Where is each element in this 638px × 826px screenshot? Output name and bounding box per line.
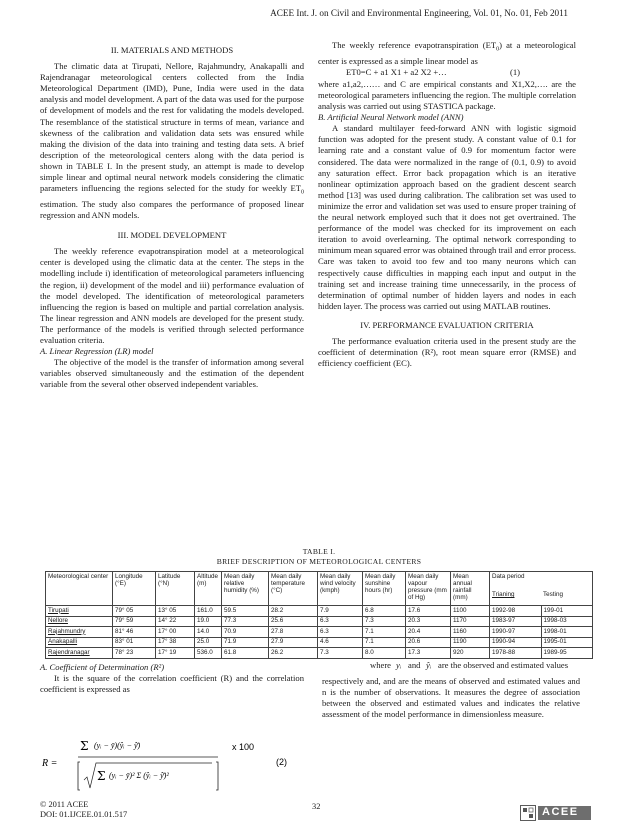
- equation-1: [318, 67, 576, 79]
- table-row: [46, 616, 593, 627]
- table-cell: 25.6: [269, 616, 318, 627]
- table-cell: 1998-03: [541, 616, 593, 627]
- formula-factor: x 100: [232, 742, 255, 752]
- table-cell: 27.9: [269, 637, 318, 648]
- table-cell: 6.3: [318, 627, 363, 638]
- table-cell: 27.8: [269, 627, 318, 638]
- left-column: [40, 40, 304, 390]
- r2-paragraph: It is the square of the correlation coefficient (R) and the correlation coefficient is expressed as: [40, 673, 304, 695]
- col-header: Altitude (m): [195, 572, 222, 606]
- table-cell: 25.0: [195, 637, 222, 648]
- table-label: TABLE I.: [302, 547, 336, 556]
- section-4-paragraph: The performance evaluation criteria used in the present study are the coefficient of determination (R²), root mean square error (RMSE) and efficiency coefficient (EC).: [318, 335, 576, 369]
- table-cell: 20.3: [406, 616, 451, 627]
- table-cell: 14.0: [195, 627, 222, 638]
- table-cell: 70.9: [222, 627, 269, 638]
- doi: DOI: 01.IJCEE.01.01.517: [40, 810, 128, 819]
- center-name-cell: Rajendranagar: [46, 648, 113, 659]
- table-cell: 17° 00: [156, 627, 195, 638]
- table-cell: 79° 59: [113, 616, 156, 627]
- center-name-cell: Tirupati: [46, 606, 113, 617]
- subsection-a-paragraph: The objective of the model is the transfer of information among several variables observed simultaneously and the estimation of the dependent variable from the several other observed independent variables.: [40, 357, 304, 390]
- table-cell: 161.0: [195, 606, 222, 617]
- table-cell: 17° 38: [156, 637, 195, 648]
- table-cell: 26.2: [269, 648, 318, 659]
- table-cell: 1992-98: [490, 606, 542, 617]
- table-cell: 78° 23: [113, 648, 156, 659]
- sigma-icon: Σ: [97, 769, 106, 783]
- table-cell: 1978-88: [490, 648, 542, 659]
- copyright: © 2011 ACEE: [40, 800, 89, 809]
- section-2-paragraph: The climatic data at Tirupati, Nellore, Rajahmundry, Anakapalli and Rajendranagar meteorological centers collected from the India Meteorological Department (IMD), Pune, India were used in the data analysis and model development. A part of the data was used for the purpose of development of models and the rest for validating the models developed. The resemblance of the statistical structure in terms of mean, variance and skewness of the calibration and validation data sets was ensured while making the division of the data into training and testing data sets. A brief description of the meteorological centers along with the data period is shown in TABLE I. In the present study, an attempt is made to develop simple linear and optimal neural network models considering the climatic parameters influencing the regions selected for the study for weekly $ET_0$ estimation. The study also compares the performance of proposed linear regression and ANN models.: [40, 61, 304, 221]
- subsection-a-title: A. Linear Regression (LR) model: [40, 346, 154, 357]
- data-period-title: Data period: [492, 573, 525, 580]
- table-cell: 83° 01: [113, 637, 156, 648]
- section-2-title: II. MATERIALS AND METHODS: [110, 45, 234, 55]
- table-cell: 61.8: [222, 648, 269, 659]
- table-cell: 4.6: [318, 637, 363, 648]
- and-text: and: [408, 660, 421, 670]
- equation-1-number: (1): [510, 66, 521, 77]
- table-cell: 17.6: [406, 606, 451, 617]
- where-text: where: [370, 660, 391, 670]
- table-cell: 1990-94: [490, 637, 542, 648]
- table-cell: 1983-97: [490, 616, 542, 627]
- testing-header: Testing: [543, 591, 563, 599]
- table-cell: 6.3: [318, 616, 363, 627]
- symbol-yhat-i: ŷᵢ: [426, 660, 432, 670]
- journal-header: ACEE Int. J. on Civil and Environmental Engineering, Vol. 01, No. 01, Feb 2011: [270, 8, 568, 18]
- table-caption: BRIEF DESCRIPTION OF METEOROLOGICAL CENTERS: [216, 557, 422, 566]
- table-cell: 77.3: [222, 616, 269, 627]
- table-cell: 28.2: [269, 606, 318, 617]
- table-cell: 7.3: [363, 616, 406, 627]
- table-cell: 1990-97: [490, 627, 542, 638]
- r2-description: [322, 660, 580, 720]
- right-bracket: [216, 762, 218, 790]
- sigma-icon: Σ: [80, 739, 89, 753]
- table-cell: 1998-01: [541, 627, 593, 638]
- formula-r: R =: [42, 758, 58, 769]
- data-period-header: [490, 572, 593, 606]
- meteorological-centers-table: [45, 571, 593, 659]
- subsection-r2-title: A. Coefficient of Determination (R²): [40, 662, 165, 672]
- table-cell: 7.1: [363, 627, 406, 638]
- col-header: Mean annual rainfall (mm): [451, 572, 490, 606]
- table-cell: 7.1: [363, 637, 406, 648]
- col-header: Mean daily wind velocity (kmph): [318, 572, 363, 606]
- col-header: Mean daily relative humidity (%): [222, 572, 269, 606]
- equation-1-body: ET0=C + a1 X1 + a2 X2 +…: [346, 66, 447, 77]
- page-number: 32: [312, 802, 321, 811]
- subsection-b-title: B. Artificial Neural Network model (ANN): [318, 112, 464, 123]
- col-header: Longitude (°E): [113, 572, 156, 606]
- formula-number: (2): [276, 757, 287, 767]
- table-cell: 1160: [451, 627, 490, 638]
- table-cell: 13° 05: [156, 606, 195, 617]
- correlation-formula: [40, 730, 300, 796]
- table-cell: 7.9: [318, 606, 363, 617]
- table-cell: 20.4: [406, 627, 451, 638]
- r2-block: [40, 662, 304, 695]
- table-cell: 20.6: [406, 637, 451, 648]
- table-cell: 14° 22: [156, 616, 195, 627]
- table-cell: 17° 19: [156, 648, 195, 659]
- center-name-cell: Anakapalli: [46, 637, 113, 648]
- table-cell: 17.3: [406, 648, 451, 659]
- table-cell: 199-01: [541, 606, 593, 617]
- et0-intro-paragraph: The weekly reference evapotranspiration $(ET_0)$ at a meteorological center is expressed as a simple linear model as: [318, 40, 576, 66]
- table-cell: 19.0: [195, 616, 222, 627]
- table-cell: 1100: [451, 606, 490, 617]
- table-cell: 536.0: [195, 648, 222, 659]
- right-column: [318, 40, 576, 369]
- table-cell: 6.8: [363, 606, 406, 617]
- denominator-expression: (yᵢ − ȳ)² Σ (ŷᵢ − ŷ̄)²: [109, 771, 169, 780]
- center-name-cell: Rajahmundry: [46, 627, 113, 638]
- training-header: Trianing: [492, 591, 515, 599]
- section-4-title: IV. PERFORMANCE EVALUATION CRITERIA: [360, 319, 534, 330]
- constants-paragraph: where a1,a2,…… and C are empirical constants and X1,X2,…. are the meteorological parameters influencing the region. The multiple correlation analysis was carried out using STASTICA package.: [318, 78, 576, 112]
- table-cell: 7.3: [318, 648, 363, 659]
- center-name-cell: Nellore: [46, 616, 113, 627]
- table-row: [46, 627, 593, 638]
- table-cell: 59.5: [222, 606, 269, 617]
- table-row: [46, 606, 593, 617]
- means-paragraph: respectively and, and are the means of observed and estimated values and n is the number of observations. It measures the degree of association between the observed and estimated values and indicates the relative assessment of the model performance in dimensionless measure.: [322, 676, 580, 720]
- table-cell: 81° 46: [113, 627, 156, 638]
- numerator-expression: (yᵢ − ȳ)(ŷᵢ − ŷ̄): [94, 741, 141, 750]
- col-header: Mean daily temperature (°C): [269, 572, 318, 606]
- table-cell: 1190: [451, 637, 490, 648]
- symbol-yi: yᵢ: [396, 660, 402, 670]
- logo-text: ACEE: [542, 806, 579, 818]
- table-cell: 79° 05: [113, 606, 156, 617]
- acee-logo: [520, 805, 592, 821]
- observed-estimated-line: [322, 660, 580, 676]
- table-cell: 1989-95: [541, 648, 593, 659]
- section-3-title: III. MODEL DEVELOPMENT: [117, 230, 227, 241]
- left-bracket: [78, 762, 80, 790]
- table-row: [46, 637, 593, 648]
- col-header: Meteorological center: [46, 572, 113, 606]
- table-cell: 8.0: [363, 648, 406, 659]
- table-cell: 71.9: [222, 637, 269, 648]
- table-cell: 920: [451, 648, 490, 659]
- table-header-row: [46, 572, 593, 606]
- subsection-b-paragraph: A standard multilayer feed-forward ANN with logistic sigmoid function was adopted for the present study. A constant value of 0.1 for learning rate and a constant value of 0.9 for momentum factor were considered. The data were normalized in the range of (0.1, 0.9) to avoid any saturation effect. Error back propagation which is an iterative nonlinear optimization approach based on the gradient descent search method [13] was used during calibration. The calibration set was used to minimize the error and validation set was used to ensure proper training of the neural network employed such that it does not get overtrained. The performance of the model was checked for its improvement on each iteration to avoid overlearning. The optimal network corresponding to minimum mean squared error was obtained through trail and error process. Care was taken to avoid too few and too many neurons which can respectively cause difficulties in mapping each input and output in the training set and increase training time unnecessarily, in the process of determination of optimal number of hidden layers and nodes in each hidden layer. The process was carried out using MATLAB routines.: [318, 123, 576, 311]
- table-cell: 1995-01: [541, 637, 593, 648]
- table-cell: 1170: [451, 616, 490, 627]
- col-header: Mean daily sunshine hours (hr): [363, 572, 406, 606]
- section-3-paragraph: The weekly reference evapotranspiration model at a meteorological center is developed using the climatic data at the center. The steps in the modelling include i) identification of meteorological parameters influencing the region, ii) development of the model and iii) performance evaluation of the model developed. The identification of meteorological parameters influencing the region is based on multiple and partial correlation analysis. The linear regression and ANN models are developed for the present study. The performance of the models is verified through selected performance evaluation criteria.: [40, 246, 304, 345]
- observed-estimated-text: are the observed and estimated values: [438, 660, 569, 670]
- table-row: [46, 648, 593, 659]
- col-header: Latitude (°N): [156, 572, 195, 606]
- col-header: Mean daily vapour pressure (mm of Hg): [406, 572, 451, 606]
